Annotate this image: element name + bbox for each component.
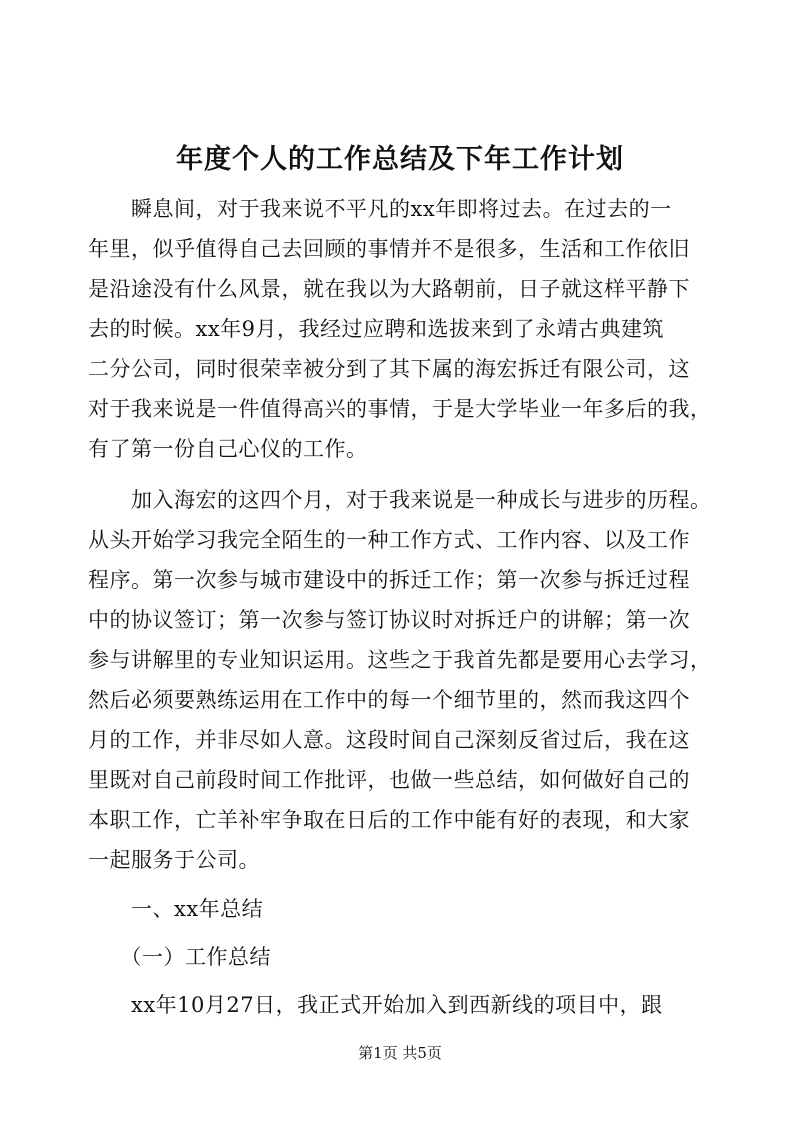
page-footer: 第1页 共5页 — [358, 1044, 442, 1062]
body-line: 参与讲解里的专业知识运用。这些之于我首先都是要用心去学习， — [88, 648, 712, 672]
body-line: 加入海宏的这四个月，对于我来说是一种成长与进步的历程。 — [88, 488, 712, 512]
body-line: 中的协议签订；第一次参与签订协议时对拆迁户的讲解；第一次 — [88, 608, 690, 632]
body-line: 年里，似乎值得自己去回顾的事情并不是很多，生活和工作依旧 — [88, 237, 690, 261]
body-line: 去的时候。xx年9月，我经过应聘和选拔来到了永靖古典建筑 — [88, 317, 665, 341]
subsection-heading: （一）工作总结 — [88, 945, 271, 969]
body-line: 是沿途没有什么风景，就在我以为大路朝前，日子就这样平静下 — [88, 277, 690, 301]
document-title: 年度个人的工作总结及下年工作计划 — [176, 144, 624, 175]
body-line: 有了第一份自己心仪的工作。 — [88, 437, 368, 461]
body-line: 里既对自己前段时间工作批评，也做一些总结，如何做好自己的 — [88, 768, 690, 792]
body-line: xx年10月27日，我正式开始加入到西新线的项目中，跟 — [88, 993, 663, 1017]
body-line: 然后必须要熟练运用在工作中的每一个细节里的，然而我这四个 — [88, 688, 690, 712]
body-line: 从头开始学习我完全陌生的一种工作方式、工作内容、以及工作 — [88, 528, 690, 552]
body-line: 程序。第一次参与城市建设中的拆迁工作；第一次参与拆迁过程 — [88, 568, 690, 592]
body-line: 月的工作，并非尽如人意。这段时间自己深刻反省过后，我在这 — [88, 728, 690, 752]
section-heading: 一、xx年总结 — [88, 897, 264, 921]
body-line: 一起服务于公司。 — [88, 848, 260, 872]
body-line: 二分公司，同时很荣幸被分到了其下属的海宏拆迁有限公司，这 — [88, 357, 690, 381]
body-line: 瞬息间，对于我来说不平凡的xx年即将过去。在过去的一 — [88, 197, 672, 221]
body-line: 本职工作，亡羊补牢争取在日后的工作中能有好的表现，和大家 — [88, 808, 690, 832]
body-line: 对于我来说是一件值得高兴的事情，于是大学毕业一年多后的我， — [88, 397, 712, 421]
